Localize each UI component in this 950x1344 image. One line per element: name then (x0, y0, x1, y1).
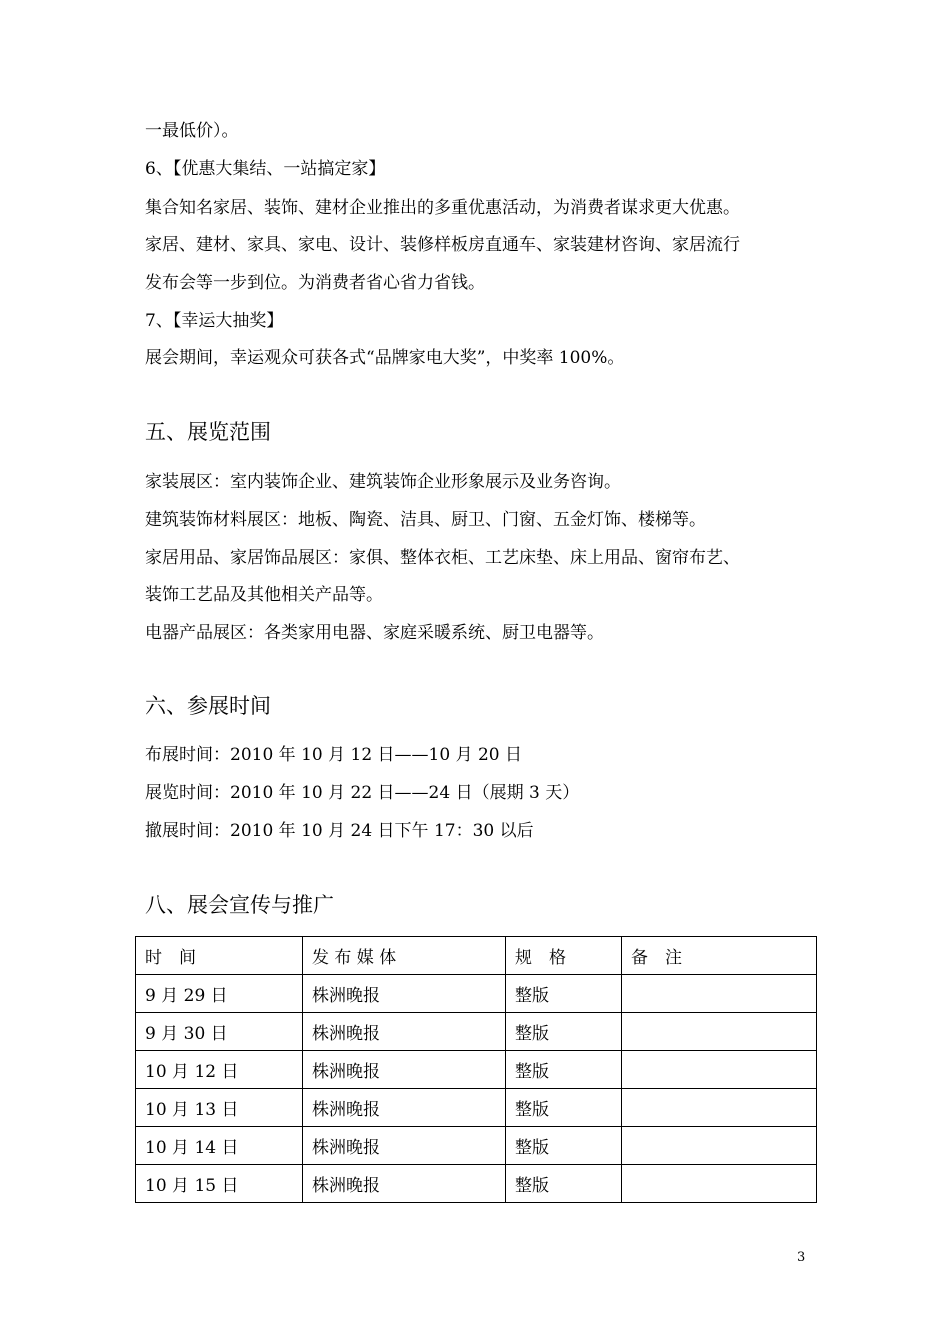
table-cell-note (622, 975, 817, 1013)
table-row (136, 1089, 817, 1127)
paragraph-line: 家装展区：室内装饰企业、建筑装饰企业形象展示及业务咨询。 (145, 472, 621, 492)
list-item-heading: 6、【优惠大集结、一站搞定家】 (145, 159, 386, 179)
paragraph-line: 展会期间，幸运观众可获各式“品牌家电大奖”，中奖率 100%。 (145, 348, 625, 368)
paragraph-line: 发布会等一步到位。为消费者省心省力省钱。 (145, 273, 485, 293)
table-header-cell: 时 间 (136, 937, 303, 975)
table-cell-date: 10 月 13 日 (136, 1089, 303, 1127)
table-header-cell: 发 布 媒 体 (303, 937, 506, 975)
paragraph-line: 家居、建材、家具、家电、设计、装修样板房直通车、家装建材咨询、家居流行 (145, 235, 740, 255)
table-cell-spec: 整版 (506, 975, 622, 1013)
section-heading-promotion: 八、展会宣传与推广 (145, 893, 334, 917)
table-cell-date: 10 月 14 日 (136, 1127, 303, 1165)
table-cell-media: 株洲晚报 (303, 1165, 506, 1203)
table-row (136, 1013, 817, 1051)
paragraph-line: 集合知名家居、装饰、建材企业推出的多重优惠活动，为消费者谋求更大优惠。 (145, 198, 740, 218)
table-cell-date: 10 月 12 日 (136, 1051, 303, 1089)
table-cell-spec: 整版 (506, 1051, 622, 1089)
table-cell-spec: 整版 (506, 1013, 622, 1051)
table-cell-note (622, 1165, 817, 1203)
table-cell-note (622, 1089, 817, 1127)
table-header-row (136, 937, 817, 975)
table-header-cell: 备 注 (622, 937, 817, 975)
table-cell-note (622, 1013, 817, 1051)
table-row (136, 1127, 817, 1165)
table-cell-date: 9 月 30 日 (136, 1013, 303, 1051)
table-header-cell: 规 格 (506, 937, 622, 975)
paragraph-line: 布展时间：2010 年 10 月 12 日——10 月 20 日 (145, 745, 523, 765)
table-cell-media: 株洲晚报 (303, 1089, 506, 1127)
table-row (136, 1051, 817, 1089)
paragraph-line: 装饰工艺品及其他相关产品等。 (145, 585, 383, 605)
paragraph-line: 电器产品展区：各类家用电器、家庭采暖系统、厨卫电器等。 (145, 623, 604, 643)
list-item-heading: 7、【幸运大抽奖】 (145, 311, 284, 331)
section-heading-exhibition-scope: 五、展览范围 (145, 420, 271, 444)
page-number: 3 (797, 1250, 806, 1265)
section-heading-exhibition-time: 六、参展时间 (145, 694, 271, 718)
table-cell-date: 9 月 29 日 (136, 975, 303, 1013)
table-cell-date: 10 月 15 日 (136, 1165, 303, 1203)
table-cell-spec: 整版 (506, 1127, 622, 1165)
table-cell-note (622, 1051, 817, 1089)
table-cell-media: 株洲晚报 (303, 975, 506, 1013)
table-row (136, 975, 817, 1013)
paragraph-line: 建筑装饰材料展区：地板、陶瓷、洁具、厨卫、门窗、五金灯饰、楼梯等。 (145, 510, 706, 530)
table-cell-note (622, 1127, 817, 1165)
paragraph-line: 撤展时间：2010 年 10 月 24 日下午 17：30 以后 (145, 821, 534, 841)
table-cell-media: 株洲晚报 (303, 1013, 506, 1051)
table-cell-spec: 整版 (506, 1089, 622, 1127)
table-cell-media: 株洲晚报 (303, 1127, 506, 1165)
paragraph-line: 一最低价）。 (145, 121, 239, 141)
paragraph-line: 展览时间：2010 年 10 月 22 日——24 日（展期 3 天） (145, 783, 580, 803)
paragraph-line: 家居用品、家居饰品展区：家俱、整体衣柜、工艺床垫、床上用品、窗帘布艺、 (145, 548, 740, 568)
table-cell-spec: 整版 (506, 1165, 622, 1203)
table-row (136, 1165, 817, 1203)
promotion-table (135, 936, 817, 1203)
table-cell-media: 株洲晚报 (303, 1051, 506, 1089)
